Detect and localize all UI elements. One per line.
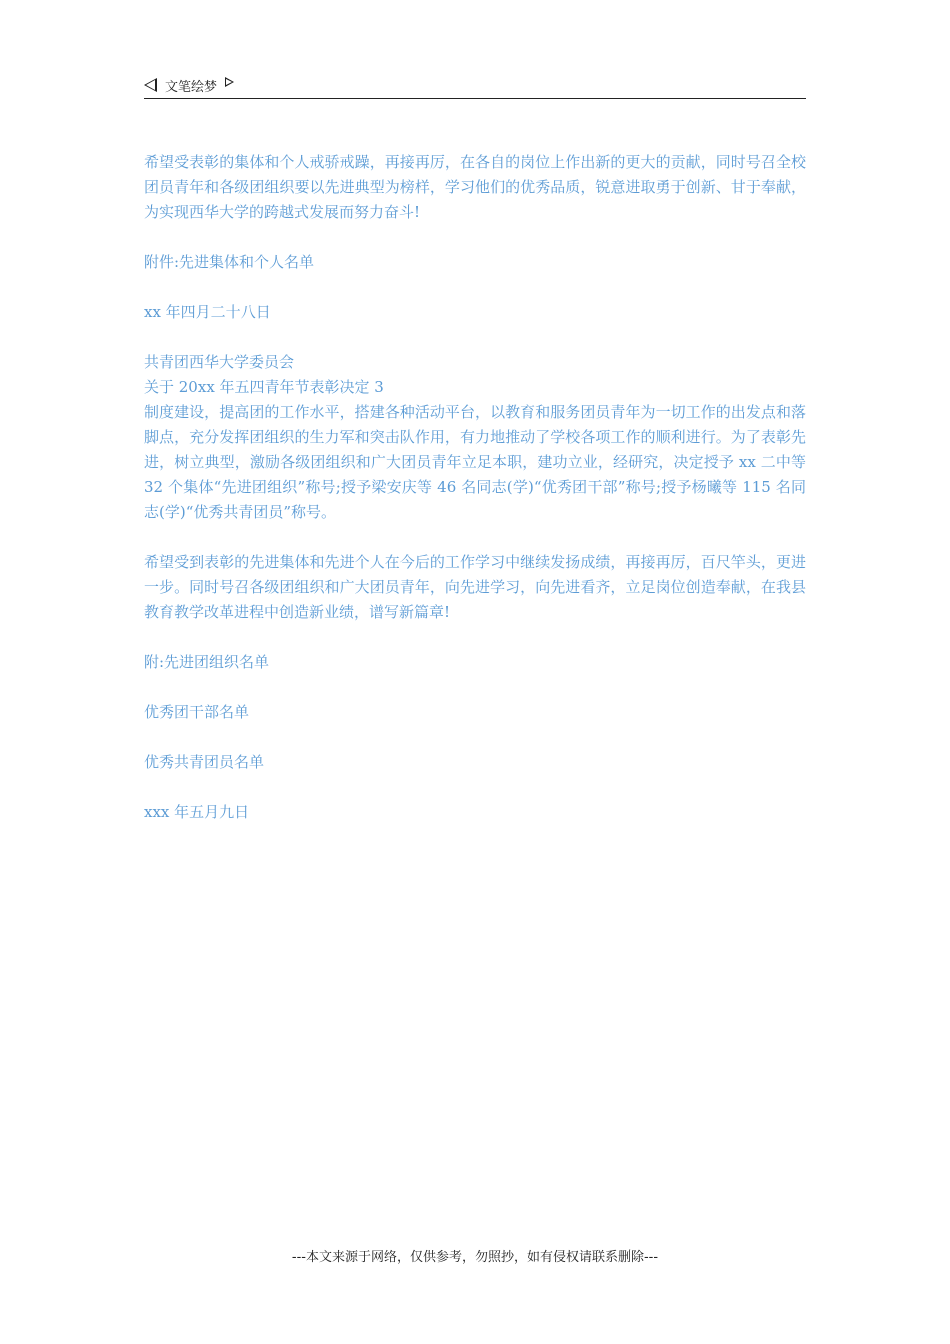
paragraph-decision-body: 制度建设，提高团的工作水平，搭建各种活动平台，以教育和服务团员青年为一切工作的出发点和落脚点，充分发挥团组织的生力军和突击队作用，有力地推动了学校各项工作的顺利进行。为了表彰先进，树立典型，激励各级团组织和广大团员青年立足本职，建功立业，经研究，决定授予 xx 二中等 32 个集体“先进团组织”称号;授予梁安庆等 46 名同志(学)“优秀团干部”称号;授予杨曦等 115 名同志(学)“优秀共青团员”称号。 [144, 403, 806, 521]
paragraph-date-may: xxx 年五月九日 [144, 803, 250, 821]
paragraph-commendation-hope: 希望受表彰的集体和个人戒骄戒躁，再接再厉，在各自的岗位上作出新的更大的贡献，同时号召全校团员青年和各级团组织要以先进典型为榜样，学习他们的优秀品质，锐意进取勇于创新、甘于奉献，为实现西华大学的跨越式发展而努力奋斗! [144, 153, 806, 221]
triangle-left-icon [144, 78, 157, 92]
paragraph-decision-title: 关于 20xx 年五四青年节表彰决定 3 [144, 378, 384, 396]
paragraph-date-april: xx 年四月二十八日 [144, 303, 271, 321]
triangle-right-icon [225, 77, 234, 87]
paragraph-members-list: 优秀共青团员名单 [144, 753, 265, 771]
document-header [144, 72, 806, 99]
document-body [144, 150, 806, 825]
paragraph-attachment: 附件:先进集体和个人名单 [144, 253, 315, 271]
header-title: 文笔绘梦 [165, 79, 218, 95]
paragraph-hope-advanced: 希望受到表彰的先进集体和先进个人在今后的工作学习中继续发扬成绩，再接再厉，百尺竿头，更进一步。同时号召各级团组织和广大团员青年，向先进学习，向先进看齐，立足岗位创造奉献，在我县教育教学改革进程中创造新业绩，谱写新篇章! [144, 553, 806, 621]
paragraph-cadres-list: 优秀团干部名单 [144, 703, 250, 721]
footer-disclaimer: ---本文来源于网络，仅供参考，勿照抄，如有侵权请联系删除--- [291, 1250, 659, 1265]
paragraph-attachment-orgs: 附:先进团组织名单 [144, 653, 270, 671]
paragraph-committee: 共青团西华大学委员会 [144, 353, 295, 371]
